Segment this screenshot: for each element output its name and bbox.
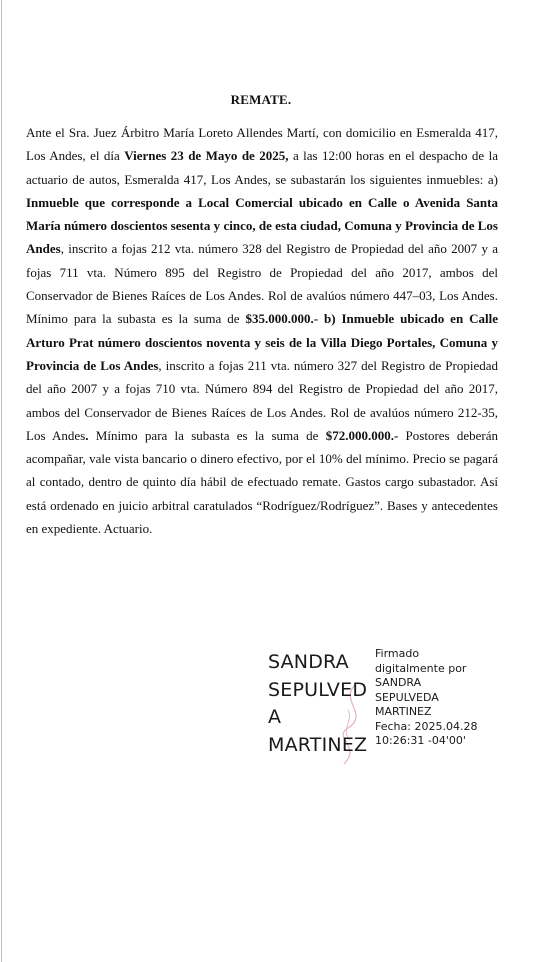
signature-detail-line: Firmado <box>375 647 420 660</box>
auction-notice-body <box>26 121 498 540</box>
signature-detail-line: Fecha: 2025.04.28 <box>375 719 478 733</box>
signature-detail-line: MARTINEZ <box>375 705 432 718</box>
signer-name-line: A <box>268 706 282 728</box>
text-run: Ante el Sra. Juez Árbitro María Loreto Allendes Martí, con domicilio en Esmeralda 417, Los Andes, el día <box>26 125 498 164</box>
bold-text-run: $35.000.000.- b) Inmueble ubicado en Calle Arturo Prat número doscientos noventa y seis de la Villa Diego Portales, Comuna y Provincia de Los Andes <box>26 311 499 373</box>
document-title: REMATE. <box>230 92 292 107</box>
signature-detail-line: SEPULVEDA <box>375 690 439 704</box>
page-edge-line <box>1 0 2 962</box>
text-run: a las 12:00 horas en el despacho de la actuario de autos, Esmeralda 417, Los Andes, se subastarán los siguientes inmuebles: a) <box>26 148 499 187</box>
digital-signature-details <box>375 647 505 749</box>
bold-text-run: Inmueble que corresponde a Local Comercial ubicado en Calle o Avenida Santa María número doscientos sesenta y cinco, de esta ciudad, Comuna y Provincia de Los Andes <box>26 194 498 257</box>
signature-detail-line: SANDRA <box>375 676 422 689</box>
text-run: Postores deberán acompañar, vale vista bancario o dinero efectivo, por el 10% del mínimo. Precio se pagará al contado, dentro de quinto día hábil de efectuado remate. Gastos cargo subastador. Así está ordenado en juicio arbitral caratulados “Rodríguez/Rodríguez”. Bases y antecedentes en expediente. Actuario. <box>26 427 498 537</box>
text-run: , inscrito a fojas 212 vta. número 328 del Registro de Propiedad del año 2007 y a fojas 711 vta. Número 895 del Registro de Propiedad del año 2017, ambos del Conservador de Bienes Raíces de Los Andes. Rol de avalúos número 447–03, Los Andes. Mínimo para la subasta es la suma de <box>26 241 498 327</box>
signer-name-line: SANDRA <box>268 651 349 673</box>
text-run: , inscrito a fojas 211 vta. número 327 del Registro de Propiedad del año 2007 y a fojas 710 vta. Número 894 del Registro de Propiedad del año 2017, ambos del Conservador de Bienes Raíces de Los Andes. Rol de avalúos número 212-35, Los Andes <box>26 357 499 443</box>
bold-text-run: . <box>85 427 89 443</box>
signer-name-line: SEPULVED <box>268 678 368 701</box>
signer-name-line: MARTINEZ <box>268 733 368 756</box>
signature-detail-line: digitalmente por <box>375 661 467 675</box>
text-run: Mínimo para la subasta es la suma de <box>88 427 326 443</box>
bold-text-run: Viernes 23 de Mayo de 2025, <box>124 148 289 164</box>
signature-detail-line: 10:26:31 -04'00' <box>375 734 466 747</box>
signer-name-block <box>268 649 378 759</box>
bold-text-run: $72.000.000.- <box>325 427 399 443</box>
